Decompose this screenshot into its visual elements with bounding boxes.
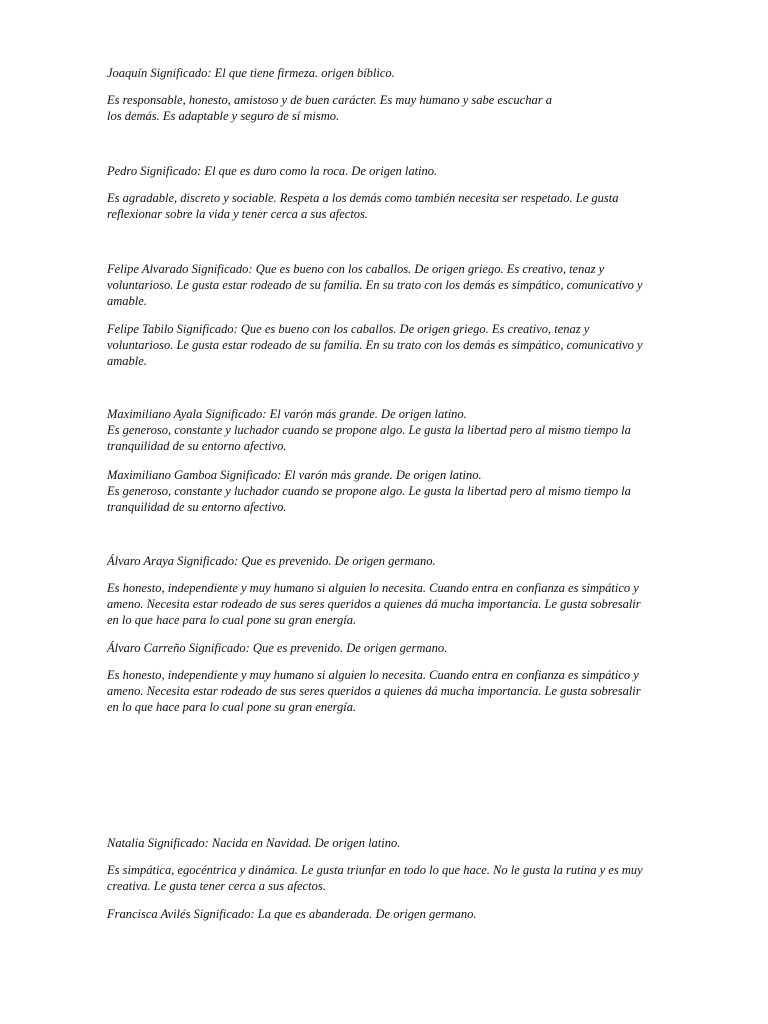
paragraph-alvaro-araya-title: Álvaro Araya Significado: Que es prevenido. De origen germano.	[107, 554, 436, 568]
paragraph-natalia-title: Natalia Significado: Nacida en Navidad. De origen latino.	[107, 836, 401, 850]
paragraph-natalia-desc: Es simpática, egocéntrica y dinámica. Le gusta triunfar en todo lo que hace. No le gusta la rutina y es muy creativa. Le gusta tener cerca a sus afectos.	[107, 863, 643, 893]
paragraph-alvaro-carreno-title: Álvaro Carreño Significado: Que es prevenido. De origen germano.	[107, 641, 448, 655]
paragraph-joaquin-title: Joaquín Significado: El que tiene firmeza. origen bíblico.	[107, 66, 395, 80]
paragraph-maximiliano-gamboa: Maximiliano Gamboa Significado: El varón más grande. De origen latino. Es generoso, constante y luchador cuando se propone algo. Le gusta la libertad pero al mismo tiempo la tranquilidad de su entorno afectivo.	[107, 468, 631, 514]
paragraph-pedro-desc: Es agradable, discreto y sociable. Respeta a los demás como también necesita ser respetado. Le gusta reflexionar sobre la vida y tener cerca a sus afectos.	[107, 191, 619, 221]
paragraph-alvaro-araya-desc: Es honesto, independiente y muy humano si alguien lo necesita. Cuando entra en confianza es simpático y ameno. Necesita estar rodeado de sus seres queridos a quienes dá mucha importancia. Le gusta sobresalir en lo que hace para lo cual pone su gran energía.	[107, 581, 641, 627]
paragraph-felipe-tabilo: Felipe Tabilo Significado: Que es bueno con los caballos. De origen griego. Es creativo, tenaz y voluntarioso. Le gusta estar rodeado de su familia. En su trato con los demás es simpático, comunicativo y amable.	[107, 322, 643, 368]
paragraph-felipe-alvarado: Felipe Alvarado Significado: Que es bueno con los caballos. De origen griego. Es creativo, tenaz y voluntarioso. Le gusta estar rodeado de su familia. En su trato con los demás es simpático, comunicativo y amable.	[107, 262, 643, 308]
paragraph-francisca-title: Francisca Avilés Significado: La que es abanderada. De origen germano.	[107, 907, 477, 921]
paragraph-joaquin-desc: Es responsable, honesto, amistoso y de buen carácter. Es muy humano y sabe escuchar a los demás. Es adaptable y seguro de sí mismo.	[107, 93, 552, 123]
paragraph-pedro-title: Pedro Significado: El que es duro como la roca. De origen latino.	[107, 164, 438, 178]
paragraph-maximiliano-ayala: Maximiliano Ayala Significado: El varón más grande. De origen latino. Es generoso, constante y luchador cuando se propone algo. Le gusta la libertad pero al mismo tiempo la tranquilidad de su entorno afectivo.	[107, 407, 631, 453]
paragraph-alvaro-carreno-desc: Es honesto, independiente y muy humano si alguien lo necesita. Cuando entra en confianza es simpático y ameno. Necesita estar rodeado de sus seres queridos a quienes dá mucha importancia. Le gusta sobresalir en lo que hace para lo cual pone su gran energía.	[107, 668, 641, 714]
